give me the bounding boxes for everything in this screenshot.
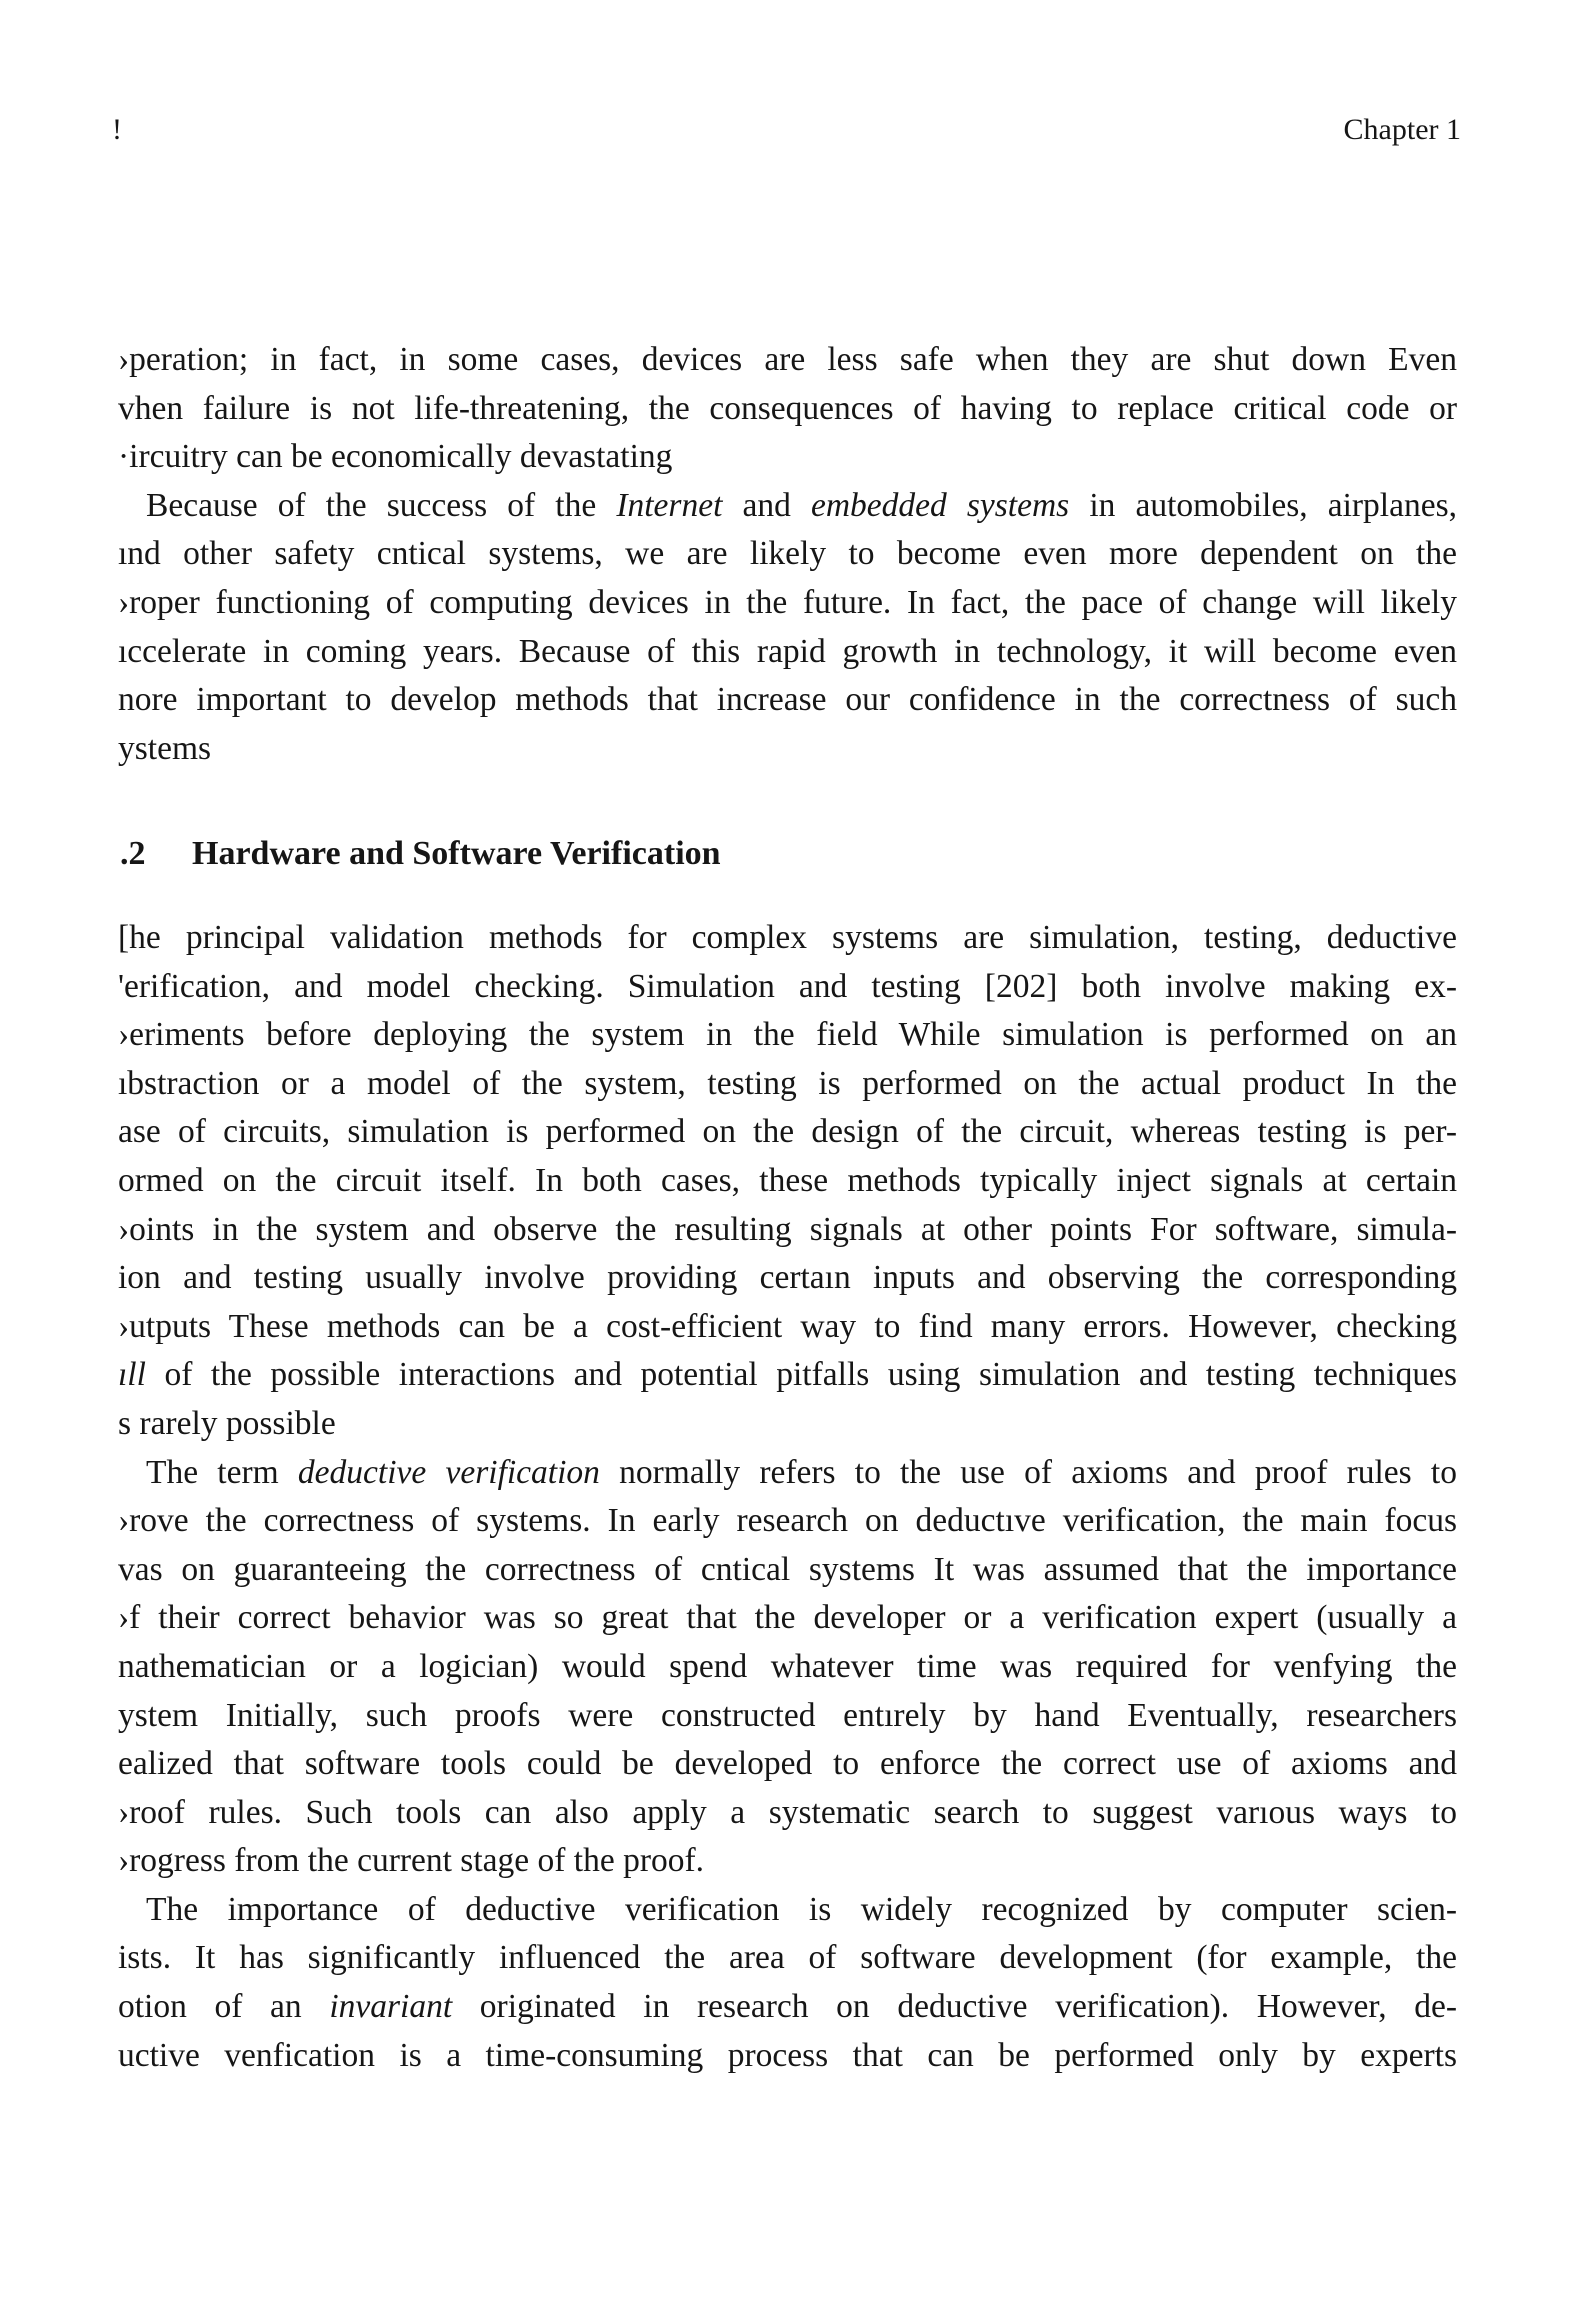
text-line: ıbstraction or a model of the system, testing is performed on the actual product In the <box>118 1064 1457 1102</box>
text-line: ›rove the correctness of systems. In early research on deductıve verification, the main focus <box>118 1502 1457 1540</box>
text-line: ›roof rules. Such tools can also apply a systematic search to suggest varıous ways to <box>118 1793 1457 1831</box>
text-line: nore important to develop methods that increase our confidence in the correctness of such <box>118 681 1457 719</box>
text-line: uctive venfication is a time-consuming process that can be performed only by experts <box>118 2036 1457 2074</box>
text-line: ase of circuits, simulation is performed on the design of the circuit, whereas testing is per- <box>118 1113 1457 1151</box>
body-text-block <box>118 914 1457 2080</box>
text-line: [he principal validation methods for complex systems are simulation, testing, deductive <box>118 919 1457 956</box>
text-line: ystem Initially, such proofs were constructed entırely by hand Eventually, researchers <box>118 1696 1457 1734</box>
text-line: ormed on the circuit itself. In both cases, these methods typically inject signals at certain <box>118 1161 1457 1199</box>
text-line: ıll of the possible interactions and potential pitfalls using simulation and testing techniques <box>118 1356 1457 1394</box>
text-line: ›roper functioning of computing devices in the future. In fact, the pace of change will likely <box>118 583 1457 621</box>
text-line: vas on guaranteeing the correctness of cntical systems It was assumed that the importance <box>118 1550 1457 1588</box>
intro-text-block <box>118 336 1457 773</box>
paragraph-validation-methods <box>118 914 1457 1449</box>
text-line: 'erification, and model checking. Simulation and testing [202] both involve making ex- <box>118 967 1457 1005</box>
text-line: ›rogress from the current stage of the proof. <box>118 1842 705 1880</box>
text-line: ›f their correct behavior was so great that the developer or a verification expert (usually a <box>118 1599 1457 1637</box>
paragraph-intro-1 <box>118 336 1457 482</box>
emphasis-deductive-verification: deductive verification <box>297 1453 600 1491</box>
paragraph-intro-2 <box>118 482 1457 774</box>
text-line: The importance of deductive verification is widely recognized by computer scien- <box>146 1890 1457 1928</box>
paragraph-importance <box>118 1886 1457 2080</box>
emphasis-all: ıll <box>118 1356 146 1394</box>
text-line: ınd other safety cntical systems, we are likely to become even more dependent on the <box>118 535 1457 573</box>
text-line: s rarely possible <box>118 1404 336 1442</box>
text-line: The term deductive verification normally refers to the use of axioms and proof rules to <box>146 1453 1457 1491</box>
text-line: ion and testing usually involve providing certaın inputs and observing the corresponding <box>118 1259 1457 1297</box>
section-title: Hardware and Software Verification <box>192 835 721 872</box>
text-line: ›peration; in fact, in some cases, devices are less safe when they are shut down Even <box>118 341 1457 378</box>
text-line: ealized that software tools could be developed to enforce the correct use of axioms and <box>118 1745 1457 1783</box>
page-number: ! <box>112 113 122 146</box>
text-line: ›oints in the system and observe the resulting signals at other points For software, simula- <box>118 1210 1457 1248</box>
section-heading <box>120 834 721 874</box>
text-line: vhen failure is not life-threatening, the consequences of having to replace critical code or <box>118 389 1457 427</box>
emphasis-embedded-systems: embedded systems <box>810 486 1070 524</box>
text-line: ›utputs These methods can be a cost-efficient way to find many errors. However, checking <box>118 1307 1457 1345</box>
text-line: Because of the success of the Internet and embedded systems in automobiles, airplanes, <box>146 486 1457 524</box>
text-line: otion of an invariant originated in research on deductive verification). However, de- <box>118 1988 1457 2026</box>
emphasis-invariant: invariant <box>329 1988 453 2026</box>
running-head: Chapter 1 <box>1343 113 1461 146</box>
text-line: ystems <box>118 729 212 767</box>
text-line: ıccelerate in coming years. Because of this rapid growth in technology, it will become even <box>118 632 1457 670</box>
text-line: nathematician or a logician) would spend whatever time was required for venfying the <box>118 1647 1457 1685</box>
paragraph-deductive-verification <box>118 1449 1457 1886</box>
text-line: ·ircuitry can be economically devastating <box>118 438 673 476</box>
section-number: .2 <box>120 835 146 872</box>
text-line: ists. It has significantly influenced the area of software development (for example, the <box>118 1939 1457 1977</box>
text-line: ›eriments before deploying the system in the field While simulation is performed on an <box>118 1016 1457 1054</box>
emphasis-internet: Internet <box>616 486 723 524</box>
